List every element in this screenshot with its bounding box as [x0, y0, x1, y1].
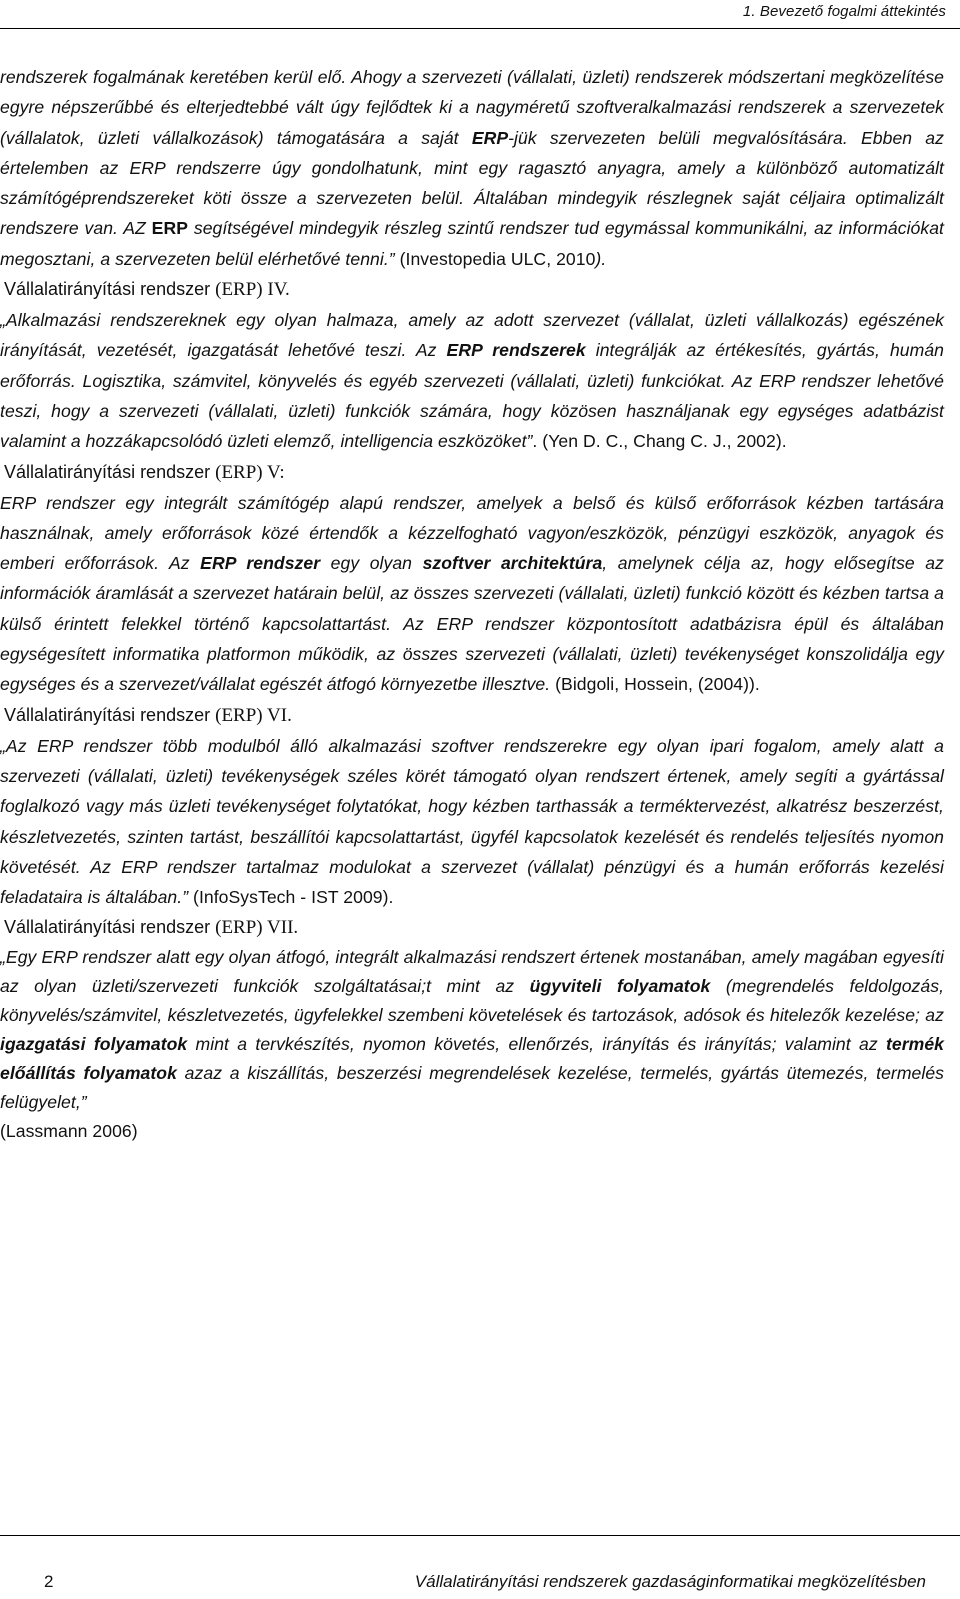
- definition-heading-iv: [0, 274, 944, 305]
- citation: (Bidgoli, Hossein, (2004)).: [550, 674, 760, 695]
- quote-text: -jük szervezeten belüli megvalósítására. Ebben az értelemben az ERP rendszerre úgy gondolhatunk, mint egy ragasztó anyagra, amely a különböző automatizált számítógéprendszereket köti össze a szervezeten belül. Általában mindegyik részlegnek saját céljaira optimalizált rendszere van. AZ: [0, 127, 944, 239]
- quote-emphasis: ERP rendszer: [200, 553, 321, 574]
- paragraph-bidgoli-quote: [0, 488, 944, 700]
- paragraph-investopedia-quote: [0, 62, 944, 274]
- definition-heading-v: [0, 457, 944, 488]
- quote-text: integrálják az értékesítés, gyártás, humán erőforrás. Logisztika, számvitel, könyvelés és egyéb szervezeti (vállalati, üzleti) funkciókat. Az ERP rendszer lehetővé teszi, hogy a szervezeti (vállalati, üzleti) funkciók számára, hogy közösen használjanak egy egységes adatbázist valamint a hozzákapcsolódó üzleti elemző, intelligencia eszközöket”: [0, 340, 944, 452]
- quote-emphasis-erp: ERP: [151, 218, 188, 239]
- page-content: [0, 62, 944, 1146]
- heading-label: Vállalatirányítási rendszer: [4, 917, 211, 938]
- page-number: 2: [44, 1572, 54, 1591]
- footer-divider: [0, 1535, 960, 1536]
- heading-roman-numeral: (ERP) VI.: [215, 704, 292, 726]
- quote-text: „Az ERP rendszer több modulból álló alkalmazási szoftver rendszerekre egy olyan ipari fogalom, amely alatt a szervezeti (vállalati, üzleti) tevékenységek széles körét támogató olyan rendszert értenek, amely segíti a gyártással foglalkozó vagy más üzleti tevékenységet folytatókat, hogy kézben tarthassák a terméktervezést, alkatrész beszerzést, készletvezetés, szinten tartást, beszállítói kapcsolattartást, ügyfél kapcsolatok kezelését és rendelés teljesítés nyomon követését. Az ERP rendszer tartalmaz modulokat a szervezet (vállalat) pénzügyi és a humán erőforrás kezelési feladataira is általában.”: [0, 735, 944, 908]
- quote-text: „Egy ERP rendszer alatt egy olyan átfogó, integrált alkalmazási rendszert értenek mostanában, amely magában egyesíti az olyan üzleti/szervezeti funkciók szolgáltatásai;t mint az: [0, 947, 944, 997]
- quote-text: mint a tervkészítés, nyomon követés, ellenőrzés, irányítás és irányítás; valamint az: [187, 1034, 886, 1055]
- paragraph-infosystech-quote: [0, 731, 944, 913]
- citation: (Lassmann 2006): [0, 1121, 138, 1142]
- quote-emphasis: ügyviteli folyamatok: [529, 976, 711, 997]
- citation-end: ).: [595, 248, 607, 269]
- citation: . (Yen D. C., Chang C. J., 2002).: [532, 431, 787, 452]
- citation: (InfoSysTech - IST 2009).: [188, 887, 394, 908]
- heading-label: Vállalatirányítási rendszer: [4, 279, 211, 300]
- citation: (Investopedia ULC, 2010: [394, 248, 596, 269]
- paragraph-lassmann-quote: [0, 943, 944, 1146]
- heading-roman-numeral: (ERP) V:: [215, 461, 285, 483]
- paragraph-yen-chang-quote: [0, 305, 944, 456]
- quote-text: „Alkalmazási rendszereknek egy olyan halmaza, amely az adott szervezet (vállalat, üzleti vállalkozás) egészének irányítását, vezetését, igazgatását lehetővé teszi. Az: [0, 310, 944, 361]
- header-divider: [0, 28, 960, 29]
- heading-label: Vállalatirányítási rendszer: [4, 704, 211, 725]
- quote-emphasis: igazgatási folyamatok: [0, 1034, 188, 1055]
- quote-text: egy olyan: [320, 553, 423, 574]
- quote-emphasis: szoftver architektúra: [422, 553, 603, 574]
- quote-text: , amelynek célja az, hogy elősegítse az információk áramlását a szervezet határain belül, az összes szervezeti (vállalati, üzleti) funkció között és kézben tartsa a külső érintett felekkel történő kapcsolattartást. Az ERP rendszer központosított adatbázisra épül és általában egységesített informatika platformon működik, az összes szervezeti (vállalati, üzleti) tevékenységet konszolidálja egy egységes és a szervezet/vállalat egészét átfogó környezetbe illesztve.: [0, 553, 944, 695]
- heading-roman-numeral: (ERP) VII.: [215, 917, 299, 939]
- quote-text: segítségével mindegyik részleg szintű rendszer tud egymással kommunikálni, az információkat megosztani, a szervezeten belül elérhetővé tenni.”: [0, 218, 944, 269]
- quote-text: (megrendelés feldolgozás, könyvelés/számvitel, készletvezetés, ügyfelekkel szembeni követelések és tartozások, adósok és hitelezők kezelése; az: [0, 976, 945, 1026]
- running-header-title: 1. Bevezető fogalmi áttekintés: [742, 3, 946, 20]
- quote-text: rendszerek fogalmának keretében kerül elő. Ahogy a szervezeti (vállalati, üzleti) rendszerek módszertani megközelítése egyre népszerűbbé és elterjedtebbé vált úgy fejlődtek ki a nagyméretű szoftveralkalmazási rendszerek a szervezetek (vállalatok, üzleti vállalkozások) támogatására a saját: [0, 67, 944, 148]
- quote-emphasis-erp: ERP: [471, 127, 509, 148]
- running-footer-title: Vállalatirányítási rendszerek gazdaságinformatikai megközelítésben: [414, 1572, 926, 1591]
- quote-text: azaz a kiszállítás, beszerzési megrendelések kezelése, termelés, gyártás ütemezés, termelés felügyelet,”: [0, 1063, 945, 1113]
- heading-label: Vállalatirányítási rendszer: [4, 461, 211, 482]
- quote-emphasis: termék előállítás folyamatok: [0, 1034, 944, 1084]
- definition-heading-vii: [0, 912, 944, 943]
- heading-roman-numeral: (ERP) IV.: [215, 279, 290, 301]
- quote-emphasis: ERP rendszerek: [446, 340, 586, 361]
- definition-heading-vi: [0, 700, 944, 731]
- quote-text: ERP rendszer egy integrált számítógép alapú rendszer, amelyek a belső és külső erőforrások kézben tartására használnak, amely erőforrások közé értendők a kézzelfogható vagyon/eszközök, pénzügyi eszközök, anyagok és emberi erőforrások. Az: [0, 492, 944, 574]
